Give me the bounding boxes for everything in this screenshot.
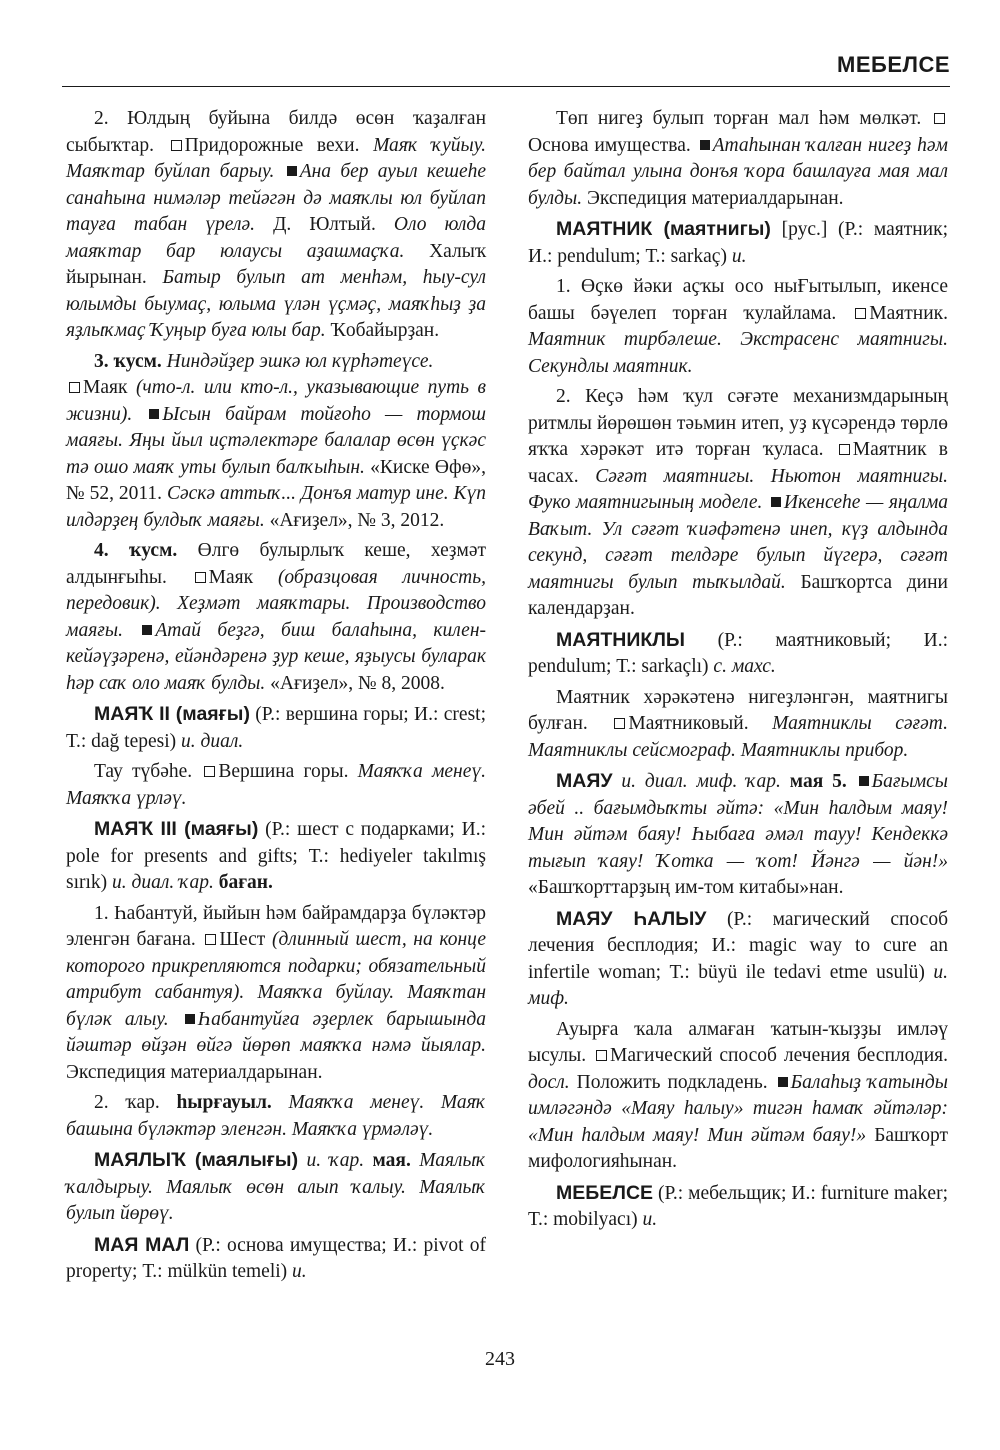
entry-mayau-halyu: МАЯУ ҺАЛЫУ (Р.: магический способ лечения бесплодия; И.: magic way to cure an infertile woman; Т.: büyü ile tedavi etme usulü) и. миф. [528, 907, 949, 1009]
entry-maya-mal: МАЯ МАЛ (Р.: основа имущества; И.: pivot of property; Т.: mülkün temeli) и. [66, 1233, 487, 1282]
headword: МАЯҠ III (маяғы) [94, 818, 259, 840]
citation-icon [287, 166, 297, 176]
entry-mayau: МАЯУ и. диал. миф. ҡар. мая 5. Бағымсы әбей .. бағымдыҡты әйтә: «Мин һалдым маяу! Мин әйтәм баяу! Һыбаға әмәл тауу! Кендеккә тығып ҡаяу! Ҡотка — ҡот! Йәнгә — йән!» «Башҡорттарҙың им-том китабы»нан. [528, 770, 948, 898]
russian-equivalent-icon [195, 572, 206, 583]
entry-mayalyk: МАЯЛЫҠ (маялығы) и. ҡар. мая. Маялыҡ ҡалдырыу. Маялыҡ өсөн алып ҡалыу. Маялыҡ булып йөрөү. [66, 1149, 487, 1224]
left-column [66, 106, 486, 1290]
entry-mayatnikly: МАЯТНИКЛЫ (Р.: маятниковый; И.: pendulum; Т.: sarkaçlı) с. махс. [528, 628, 948, 677]
entry-mayatnik: МАЯТНИК (маятнигы) [рус.] (Р.: маятник; И.: pendulum; Т.: sarkaç) и. [528, 218, 949, 267]
entry-mayak-ii: МАЯҠ II (маяғы) (Р.: вершина горы; И.: crest; Т.: dağ tepesi) и. диал. [66, 703, 486, 752]
entry-mayak-iii-sense-2: 2. ҡар. һырғауыл. Маяҡҡа менеү. Маяҡ башына бүләктәр эленгән. Маяҡҡа үрмәләү. [66, 1092, 486, 1140]
entry-mayak-sense-2: 2. Юлдың буйына билдә өсөн ҡаҙалған сыбыҡтар. Придорожные вехи. Маяҡ ҡуйыу. Маяҡтар буйлап барыу. Ана бер ауыл кешеһе санаһына нимәләр тейәгән дә маяҡлы юл буйлап тауға табан үрелә. Д. Юлтый. Оло юлда маяҡтар бар юлаусы аҙашмаҫҡа. Халыҡ йырынан. Батыр булып ат менһәм, һыу-сул юлымды быумаҫ, юлыма үлән үҫмәҫ, маяҡһыҙ ҙа яҙлыҡмаҫ Ҡуңыр буға юлы бар. Ҡобайырҙан. [66, 108, 486, 341]
right-column [528, 106, 948, 1238]
citation-icon [771, 497, 781, 507]
entry-mayak-iii-sense-1: 1. Һабантуй, йыйын һәм байрамдарҙа бүләктәр эленгән бағана. Шест (длинный шест, на конце которого прикрепляются подарки; обязательный атрибут сабантуя). Маяҡҡа буйлау. Маяҡтан бүләк алыу. Һабантуйға әҙерлек барышында йәштәр өйҙән өйгә йөрөп маяҡҡа нәмә йыялар. Экспедиция материалдарынан. [66, 902, 487, 1083]
russian-equivalent-icon [934, 113, 945, 124]
russian-equivalent-icon [171, 140, 182, 151]
russian-equivalent-icon [204, 766, 215, 777]
citation-icon [185, 1014, 195, 1024]
entry-mayau-halyu-def: Ауырға ҡала алмаған ҡатын-ҡыҙҙы имләү ысулы. Магический способ лечения бесплодия. досл. Положить подкладень. Балаһыҙ ҡатынды имләгәндә «Маяу һалыу» тигән һамаҡ әйтәләр: «Мин һалдым маяу! Мин әйтәм баяу!» Башҡорт мифологияһынан. [528, 1018, 949, 1172]
headword: МАЯ МАЛ [94, 1233, 190, 1256]
headword: МАЯТНИК (маятнигы) [556, 218, 771, 240]
russian-equivalent-icon [839, 444, 850, 455]
headword: МЕБЕЛСЕ [556, 1181, 654, 1204]
entry-mebelse: МЕБЕЛСЕ (Р.: мебельщик; И.: furniture maker; Т.: mobilyacı) и. [528, 1181, 948, 1230]
entry-mayatnik-sense-2: 2. Кеҫә һәм ҡул сәғәте механизмдарының ритмлы йөрөшөн тәьмин итеп, уҙ күсәрендә төрлө яҡҡа хәрәкәт итә торған ҡуласа. Маятник в часах. Сәғәт маятнигы. Ньютон маятнигы. Фуко маятнигының моделе. Икенсеһе — яңалма Ваҡыт. Ул сәғәт ҡиәфәтенә инеп, күҙ алдында секунд, сәғәт телдәре булып йүгерә, сәғәт маятнигы булып тыҡылдай. Башҡортса дини календарҙан. [528, 386, 949, 619]
headword: МАЯҠ II (маяғы) [94, 703, 250, 725]
citation-icon [778, 1077, 788, 1087]
entry-mayatnikly-def: Маятник хәрәкәтенә нигеҙләнгән, маятнигы булған. Маятниковый. Маятниклы сәғәт. Маятниклы сейсмограф. Маятниклы прибор. [528, 686, 949, 761]
citation-icon [700, 140, 710, 150]
entry-mayak-sense-4: 4. ҡусм. Өлгө булырлыҡ кеше, хеҙмәт алдынғыһы. Маяк (образцовая личность, передовик). Хеҙмәт маяҡтары. Производство маяғы. Атай беҙгә, биш балаһына, килен-кейәүҙәренә, ейәндәренә ҙур кеше, яҙыусы буларак һәр саҡ оло маяҡ булды. «Ағиҙел», № 8, 2008. [66, 540, 487, 694]
entry-mayak-sense-3: 3. ҡусм. Ниндәйҙер эшкә юл күрһәтеүсе. Маяк (что-л. или кто-л., указывающие путь в жизни). Ысын байрам тойғоһо — тормош маяғы. Яңы йыл иҫтәлектәре балалар өсөн үҫкәс тә ошо маяҡ уты булып балҡыһын. «Киске Өфө», № 52, 2011. Сәскә аттыҡ... Донъя матур ине. Күп илдәрҙең булдыҡ маяғы. «Ағиҙел», № 3, 2012. [66, 350, 487, 531]
citation-icon [149, 409, 159, 419]
russian-equivalent-icon [614, 718, 625, 729]
header-rule [62, 86, 950, 87]
headword: МАЯУ [556, 770, 613, 792]
entry-mayak-iii: МАЯҠ III (маяғы) (Р.: шест с подарками; И.: pole for presents and gifts; Т.: hediyeler takılmış sırık) и. диал. ҡар. баған. [66, 818, 486, 893]
page-number: 243 [485, 1348, 515, 1370]
headword: МАЯЛЫҠ (маялығы) [94, 1149, 299, 1171]
russian-equivalent-icon [855, 308, 866, 319]
entry-maya-mal-def: Төп нигеҙ булып торған мал һәм мөлкәт. Основа имущества. Атаһынан ҡалған нигеҙ һәм бер байтал улына донъя ҡора башлауға мая мал булды. Экспедиция материалдарынан. [528, 108, 948, 209]
citation-icon [142, 625, 152, 635]
citation-icon [859, 776, 869, 786]
headword: МАЯТНИКЛЫ [556, 628, 686, 651]
russian-equivalent-icon [205, 934, 216, 945]
russian-equivalent-icon [596, 1050, 607, 1061]
headword: МАЯУ ҺАЛЫУ [556, 907, 707, 930]
russian-equivalent-icon [69, 382, 80, 393]
entry-mayatnik-sense-1: 1. Өҫкө йәки аҫҡы осо ныҒытылып, икенсе башы бәүелеп торған ҡулайлама. Маятник. Маятник тирбәлеше. Экстрасенс маятнигы. Секундлы маятник. [528, 276, 948, 377]
running-head: МЕБЕЛСЕ [837, 52, 950, 77]
entry-mayak-ii-def: Тау түбәһе. Вершина горы. Маяҡҡа менеү. Маяҡҡа үрләү. [66, 761, 487, 809]
